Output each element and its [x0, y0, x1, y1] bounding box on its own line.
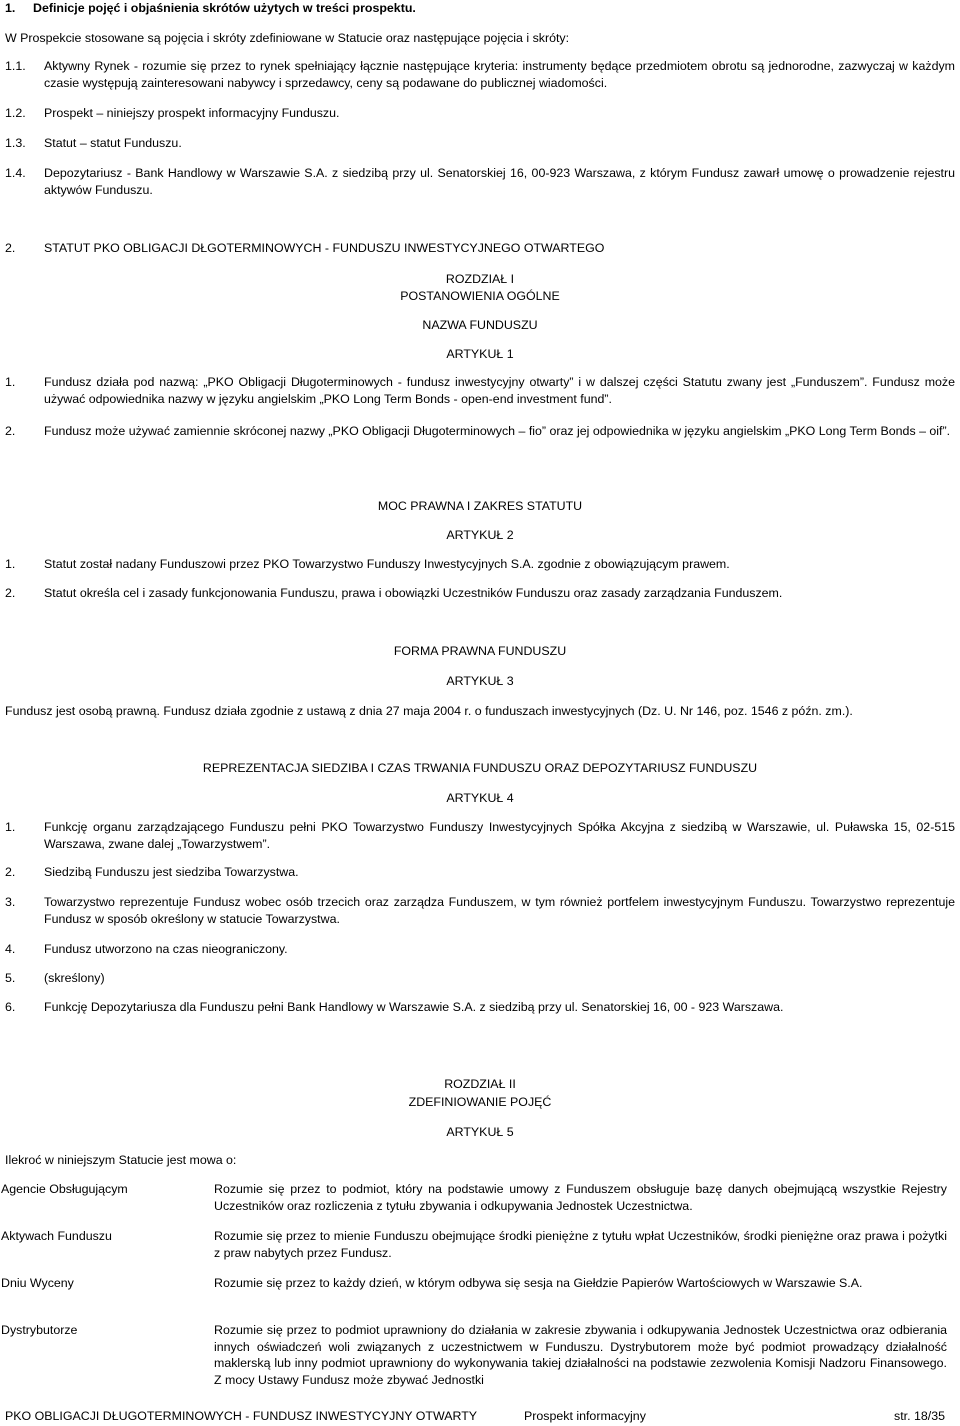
- article-4-item: 4. Fundusz utworzono na czas nieograniczony.: [5, 942, 288, 956]
- definition-item: 1.2. Prospekt – niniejszy prospekt informacyjny Funduszu.: [5, 106, 340, 120]
- term-definition: Rozumie się przez to każdy dzień, w którym odbywa się sesja na Giełdzie Papierów Wartościowych w Warszawie S.A.: [214, 1276, 863, 1290]
- footer-page-number: str. 18/35: [894, 1409, 945, 1423]
- article-1-heading: NAZWA FUNDUSZU: [422, 318, 538, 332]
- article-1-label: ARTYKUŁ 1: [446, 347, 514, 361]
- term-row: [1, 1228, 946, 1262]
- definition-item: 1.3. Statut – statut Funduszu.: [5, 136, 182, 150]
- chapter-1-title: ROZDZIAŁ I: [445, 272, 515, 286]
- term-name: Dniu Wyceny: [1, 1276, 74, 1290]
- article-5-label: ARTYKUŁ 5: [446, 1125, 514, 1139]
- term-name: Dystrybutorze: [1, 1323, 78, 1337]
- term-definition: Rozumie się przez to podmiot, który na podstawie umowy z Funduszem obsługuje bazę danych obejmującą wszystkie Rejestry Uczestników oraz rozliczenia z tytułu zbywania i odkupywania Jednostek Uczestnictwa.: [214, 1182, 947, 1213]
- term-definition: Rozumie się przez to podmiot uprawniony do działania w zakresie zbywania i odkupywania Jednostek Uczestnictwa oraz odbierania innych oświadczeń woli związanych z uczestnictwem w Funduszu. Dystrybutorem może być podmiot prowadzący działalność maklerską lub inny podmiot uprawniony do wykonywania takiej działalności na podstawie zezwolenia Komisji Nadzoru Finansowego. Z mocy Ustawy Fundusz może zbywać Jednostki: [214, 1323, 947, 1387]
- article-4-item: 3. Towarzystwo reprezentuje Fundusz wobec osób trzecich oraz zarządza Funduszem, w tym również portfelem inwestycyjnym Funduszu. Towarzystwo reprezentuje Fundusz w sposób określony w statucie Towarzystwa.: [5, 895, 955, 926]
- term-row: [1, 1181, 946, 1215]
- term-row: [1, 1275, 946, 1309]
- chapter-1-subtitle: POSTANOWIENIA OGÓLNE: [400, 289, 560, 303]
- article-1-item: 2. Fundusz może używać zamiennie skróconej nazwy „PKO Obligacji Długoterminowych – fio” oraz jej odpowiednika w języku angielskim „PKO Long Term Bonds – oif”.: [5, 424, 951, 438]
- article-3-heading: FORMA PRAWNA FUNDUSZU: [393, 644, 567, 658]
- term-name: Agencie Obsługującym: [1, 1182, 128, 1196]
- definition-item: 1.4. Depozytariusz - Bank Handlowy w Warszawie S.A. z siedzibą przy ul. Senatorskiej 16, 00-923 Warszawa, z którym Fundusz zawarł umowę o prowadzenie rejestru aktywów Funduszu.: [5, 166, 955, 197]
- section-number: 1.: [5, 1, 16, 15]
- article-2-item: 2. Statut określa cel i zasady funkcjonowania Funduszu, prawa i obowiązki Uczestników Funduszu oraz zasady zarządzania Funduszem.: [5, 586, 783, 600]
- article-4-item: 5. (skreślony): [5, 971, 105, 985]
- chapter-2-subtitle: ZDEFINIOWANIE POJĘĆ: [408, 1095, 552, 1109]
- article-4-item: 2. Siedzibą Funduszu jest siedziba Towarzystwa.: [5, 865, 299, 879]
- article-4-item: 6. Funkcję Depozytariusza dla Funduszu pełni Bank Handlowy w Warszawie S.A. z siedzibą przy ul. Senatorskiej 16, 00 - 923 Warszawa.: [5, 1000, 784, 1014]
- section-1-intro: W Prospekcie stosowane są pojęcia i skróty zdefiniowane w Statucie oraz następujące pojęcia i skróty:: [5, 31, 570, 45]
- article-3-label: ARTYKUŁ 3: [446, 674, 514, 688]
- chapter-2-title: ROZDZIAŁ II: [444, 1077, 516, 1091]
- term-definition: Rozumie się przez to mienie Funduszu obejmujące środki pieniężne z tytułu wpłat Uczestników, środki pieniężne oraz prawa i pożytki z praw nabytych przez Fundusz.: [214, 1229, 947, 1260]
- article-1-item: 1. Fundusz działa pod nazwą: „PKO Obligacji Długoterminowych - fundusz inwestycyjny otwarty” i w dalszej części Statutu zwany jest „Funduszem”. Fundusz może używać odpowiednika nazwy w języku angielskim „PKO Long Term Bonds - open-end investment fund”.: [5, 375, 955, 406]
- section-1-heading: [5, 0, 945, 18]
- article-3-text: Fundusz jest osobą prawną. Fundusz działa zgodnie z ustawą z dnia 27 maja 2004 r. o funduszach inwestycyjnych (Dz. U. Nr 146, poz. 1546 z późn. zm.).: [5, 704, 853, 718]
- footer-fund-name: PKO OBLIGACJI DŁUGOTERMINOWYCH - FUNDUSZ INWESTYCYJNY OTWARTY: [5, 1409, 478, 1423]
- section-title: Definicje pojęć i objaśnienia skrótów użytych w treści prospektu.: [33, 1, 416, 15]
- section-2-heading: 2. STATUT PKO OBLIGACJI DŁGOTERMINOWYCH - FUNDUSZU INWESTYCYJNEGO OTWARTEGO: [5, 241, 605, 255]
- article-2-label: ARTYKUŁ 2: [446, 528, 514, 542]
- footer-doc-type: Prospekt informacyjny: [524, 1409, 646, 1423]
- term-row: [1, 1322, 946, 1392]
- article-4-heading: REPREZENTACJA SIEDZIBA I CZAS TRWANIA FUNDUSZU ORAZ DEPOZYTARIUSZ FUNDUSZU: [202, 761, 758, 775]
- article-4-label: ARTYKUŁ 4: [446, 791, 514, 805]
- article-2-item: 1. Statut został nadany Funduszowi przez PKO Towarzystwo Funduszy Inwestycyjnych S.A. zgodnie z obowiązującym prawem.: [5, 557, 730, 571]
- definition-item: 1.1. Aktywny Rynek - rozumie się przez to rynek spełniający łącznie następujące kryteria: instrumenty będące przedmiotem obrotu są jednorodne, zazwyczaj w każdym czasie występują zainteresowani nabywcy i sprzedawcy, ceny są podawane do publicznej wiadomości.: [5, 59, 955, 90]
- article-5-intro: Ilekroć w niniejszym Statucie jest mowa o:: [5, 1153, 237, 1167]
- article-2-heading: MOC PRAWNA I ZAKRES STATUTU: [377, 499, 583, 513]
- article-4-item: 1. Funkcję organu zarządzającego Funduszu pełni PKO Towarzystwo Funduszy Inwestycyjnych Spółka Akcyjna z siedzibą w Warszawie, ul. Puławska 15, 02-515 Warszawa, zwane dalej „Towarzystwem”.: [5, 820, 955, 851]
- term-name: Aktywach Funduszu: [1, 1229, 112, 1243]
